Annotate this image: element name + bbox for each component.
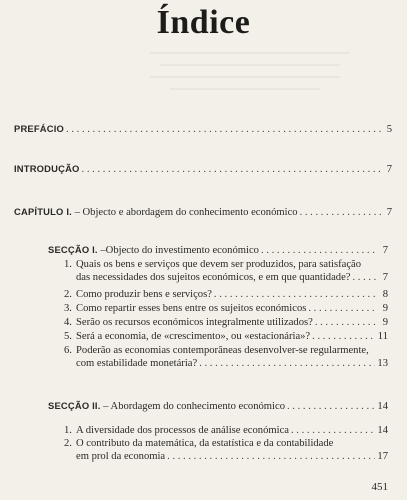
toc-item-2-2: [64, 437, 388, 463]
toc-entry-seccao-2: [48, 399, 388, 413]
toc-item-1-2: [64, 288, 388, 301]
toc-item-line: [64, 271, 388, 284]
dot-leader: [315, 316, 378, 329]
toc-item-line: [64, 437, 388, 450]
item-text: Quais os bens e serviços que devem ser produzidos, para satisfação: [76, 259, 362, 270]
toc-entry-prefacio: [14, 122, 392, 136]
dot-leader: [82, 163, 382, 176]
item-text: em prol da economia: [76, 451, 166, 462]
toc-entry-page: 7: [382, 272, 388, 283]
toc-entry-seccao-1: [48, 243, 388, 257]
dot-leader: [261, 244, 378, 257]
page-title: Índice: [156, 4, 251, 41]
item-number: 1.: [64, 259, 72, 270]
toc-item-1-3: [64, 302, 388, 315]
item-number: 1.: [64, 425, 72, 436]
dot-leader: [291, 424, 375, 437]
bleed-through-line: [160, 64, 340, 66]
bleed-through-line: [150, 52, 350, 54]
toc-item-1-6: [64, 344, 388, 370]
toc-entry-title: [14, 205, 298, 219]
toc-item-line: [64, 357, 388, 370]
toc-item-2-1: [64, 424, 388, 437]
item-number: 2.: [64, 289, 72, 300]
dot-leader: [214, 288, 378, 301]
toc-entry-page: 7: [386, 164, 392, 175]
item-number: 3.: [64, 303, 72, 314]
chapter-prefix: CAPÍTULO I.: [14, 206, 72, 217]
item-text: com estabilidade monetária?: [76, 358, 198, 369]
section-text: – Abordagem do conhecimento económico: [100, 401, 285, 412]
toc-entry-page: 8: [382, 289, 388, 300]
item-number: 6.: [64, 345, 72, 356]
dot-leader: [300, 206, 382, 219]
toc-item-1-5: [64, 330, 388, 343]
dot-leader: [66, 123, 382, 136]
toc-entry-page: 9: [382, 303, 388, 314]
dot-leader: [312, 330, 376, 343]
toc-item-line: [64, 344, 388, 357]
section-prefix: SECÇÃO II.: [48, 400, 101, 411]
section-prefix: SECÇÃO I.: [48, 244, 98, 255]
toc-entry-page: 14: [377, 425, 388, 436]
toc-item-1-1: [64, 258, 388, 284]
toc-entry-title: [48, 399, 285, 413]
toc-entry-page: 9: [382, 317, 388, 328]
dot-leader: [352, 271, 378, 284]
toc-entry-page: 14: [377, 401, 388, 412]
toc-entry-page: 17: [377, 451, 388, 462]
dot-leader: [308, 302, 378, 315]
toc-entry-page: 5: [386, 124, 392, 135]
toc-entry-capitulo-1: [14, 205, 392, 219]
toc-entry-introducao: [14, 162, 392, 176]
item-text: Como repartir esses bens entre os sujeitos económicos: [76, 303, 307, 314]
toc-item-1-4: [64, 316, 388, 329]
toc-entry-label: INTRODUÇÃO: [14, 163, 80, 174]
toc-entry-title: [48, 243, 259, 257]
toc-entry-page: 11: [377, 331, 388, 342]
dot-leader: [287, 400, 375, 413]
item-number: 2.: [64, 438, 72, 449]
toc-entry-page: 13: [377, 358, 388, 369]
dot-leader: [199, 357, 375, 370]
dot-leader: [167, 450, 375, 463]
item-text: A diversidade dos processos de análise económica: [76, 425, 289, 436]
item-text: Como produzir bens e serviços?: [76, 289, 212, 300]
page-number: 451: [371, 481, 388, 493]
bleed-through-line: [150, 76, 340, 78]
toc-entry-page: 7: [382, 245, 388, 256]
toc-entry-page: 7: [386, 207, 392, 218]
toc-item-line: [64, 450, 388, 463]
item-text: Será a economia, de «crescimento», ou «estacionária»?: [76, 331, 311, 342]
item-text: Poderão as economias contemporâneas desenvolver-se regularmente,: [76, 345, 369, 356]
section-text: –Objecto do investimento económico: [97, 245, 259, 256]
chapter-text: – Objecto e abordagem do conhecimento económico: [71, 207, 298, 218]
toc-entry-label: PREFÁCIO: [14, 123, 65, 134]
item-text: das necessidades dos sujeitos económicos, e em que quantidade?: [76, 272, 351, 283]
item-text: Serão os recursos económicos integralmente utilizados?: [76, 317, 313, 328]
item-text: O contributo da matemática, da estatística e da contabilidade: [76, 438, 334, 449]
item-number: 5.: [64, 331, 72, 342]
toc-item-line: [64, 258, 388, 271]
item-number: 4.: [64, 317, 72, 328]
bleed-through-line: [170, 88, 320, 90]
